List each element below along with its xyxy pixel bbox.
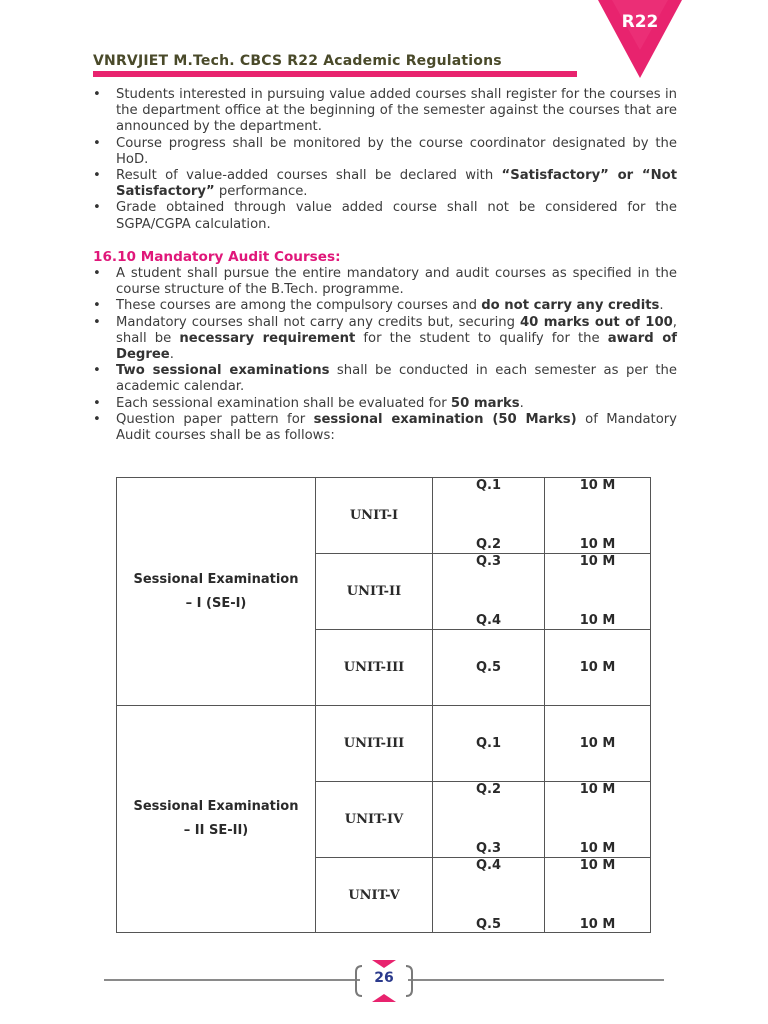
table-row <box>117 478 651 554</box>
bold-text: “Satisfactory” or “Not Satisfactory” <box>116 168 677 200</box>
bullet-item <box>93 363 677 395</box>
text-run: for the student to qualify for the <box>355 330 608 346</box>
marks-value: 10 M <box>579 858 616 873</box>
bullet-item <box>93 266 677 298</box>
bullet-item <box>93 136 677 168</box>
question-label: Q.1 <box>475 735 502 751</box>
marks-cell <box>545 478 651 554</box>
se1-label-cell <box>117 478 316 706</box>
section-heading: 16.10 Mandatory Audit Courses: <box>93 248 341 265</box>
unit-cell: UNIT-III <box>316 706 433 782</box>
bold-text: award of Degree <box>116 330 677 363</box>
question-paper-pattern-table <box>116 477 651 933</box>
text-run: shall be conducted in each semester as per the academic calendar. <box>116 363 677 395</box>
text-run: performance. <box>214 184 308 200</box>
question-cell <box>433 630 545 706</box>
se2-label-line2: – II SE-II) <box>183 823 249 838</box>
text-run: . <box>519 395 524 411</box>
unit-cell: UNIT-V <box>316 858 433 933</box>
marks-value: 10 M <box>579 613 616 628</box>
text-run: . <box>169 347 174 363</box>
marks-cell <box>545 630 651 706</box>
marks-value: 10 M <box>579 841 616 856</box>
page-number: 26 <box>374 970 394 986</box>
marks-value: 10 M <box>579 554 616 569</box>
bold-text: do not carry any credits <box>481 298 660 314</box>
bullet-item <box>93 200 677 232</box>
text-run: A student shall pursue the entire mandatory and audit courses as specified in the course structure of the B.Tech. programme. <box>116 266 677 298</box>
question-label: Q.4 <box>475 613 502 628</box>
bold-text: Two sessional examinations <box>116 363 330 379</box>
unit-cell: UNIT-III <box>316 630 433 706</box>
bullet-item <box>93 412 677 444</box>
question-cell <box>433 782 545 858</box>
unit-cell: UNIT-II <box>316 554 433 630</box>
question-label: Q.5 <box>475 917 502 932</box>
question-label: Q.3 <box>475 554 502 569</box>
page-content <box>93 87 677 444</box>
marks-value: 10 M <box>579 478 616 493</box>
footer-rule-left <box>104 979 360 981</box>
marks-value: 10 M <box>579 537 616 552</box>
question-label: Q.2 <box>475 782 502 797</box>
se2-label-cell <box>117 706 316 933</box>
unit-cell: UNIT-I <box>316 478 433 554</box>
marks-cell <box>545 554 651 630</box>
text-run: These courses are among the compulsory courses and <box>116 298 482 314</box>
text-run: Grade obtained through value added course shall not be considered for the SGPA/CGPA calculation. <box>116 200 677 232</box>
text-run: . <box>659 298 664 314</box>
badge-label: R22 <box>621 12 659 32</box>
bold-text: 40 marks out of 100 <box>520 314 673 330</box>
unit-cell: UNIT-IV <box>316 782 433 858</box>
table-row <box>117 706 651 782</box>
text-run: Course progress shall be monitored by the course coordinator designated by the HoD. <box>116 135 677 167</box>
header-underline <box>93 71 577 77</box>
value-added-bullets <box>93 87 677 233</box>
marks-value: 10 M <box>579 735 616 751</box>
marks-cell <box>545 858 651 933</box>
question-label: Q.2 <box>475 537 502 552</box>
text-run: Mandatory courses shall not carry any credits but, securing <box>116 314 520 330</box>
marks-value: 10 M <box>579 782 616 797</box>
text-run: of Mandatory Audit courses shall be as follows: <box>116 411 677 444</box>
marks-cell <box>545 782 651 858</box>
running-header: VNRVJIET M.Tech. CBCS R22 Academic Regulations <box>93 53 502 69</box>
bullet-item <box>93 168 677 200</box>
question-cell <box>433 478 545 554</box>
text-run: , shall be <box>116 314 677 346</box>
text-run: Question paper pattern for <box>116 411 314 427</box>
marks-value: 10 M <box>579 917 616 932</box>
bullet-item <box>93 298 677 314</box>
text-run: Each sessional examination shall be evaluated for <box>116 395 451 411</box>
question-label: Q.3 <box>475 841 502 856</box>
bullet-item <box>93 315 677 364</box>
question-cell <box>433 858 545 933</box>
text-run: Result of value-added courses shall be declared with <box>116 168 502 184</box>
question-label: Q.1 <box>475 478 502 493</box>
se1-label-line2: – I (SE-I) <box>185 595 247 611</box>
bold-text: necessary requirement <box>179 330 356 346</box>
question-cell <box>433 554 545 630</box>
se1-label-line1: Sessional Examination <box>133 571 299 587</box>
question-cell <box>433 706 545 782</box>
question-label: Q.5 <box>475 659 502 675</box>
audit-course-bullets <box>93 266 677 444</box>
bullet-item <box>93 87 677 136</box>
se2-label-line1: Sessional Examination <box>133 799 299 814</box>
bullet-item <box>93 396 677 412</box>
marks-value: 10 M <box>579 659 616 675</box>
bold-text: sessional examination (50 Marks) <box>313 411 577 427</box>
marks-cell <box>545 706 651 782</box>
bold-text: 50 marks <box>450 395 520 411</box>
question-label: Q.4 <box>475 858 502 873</box>
footer-rule-right <box>408 979 664 981</box>
text-run: Students interested in pursuing value added courses shall register for the courses in the department office at the beginning of the semester against the courses that are announced by the department. <box>116 87 677 135</box>
